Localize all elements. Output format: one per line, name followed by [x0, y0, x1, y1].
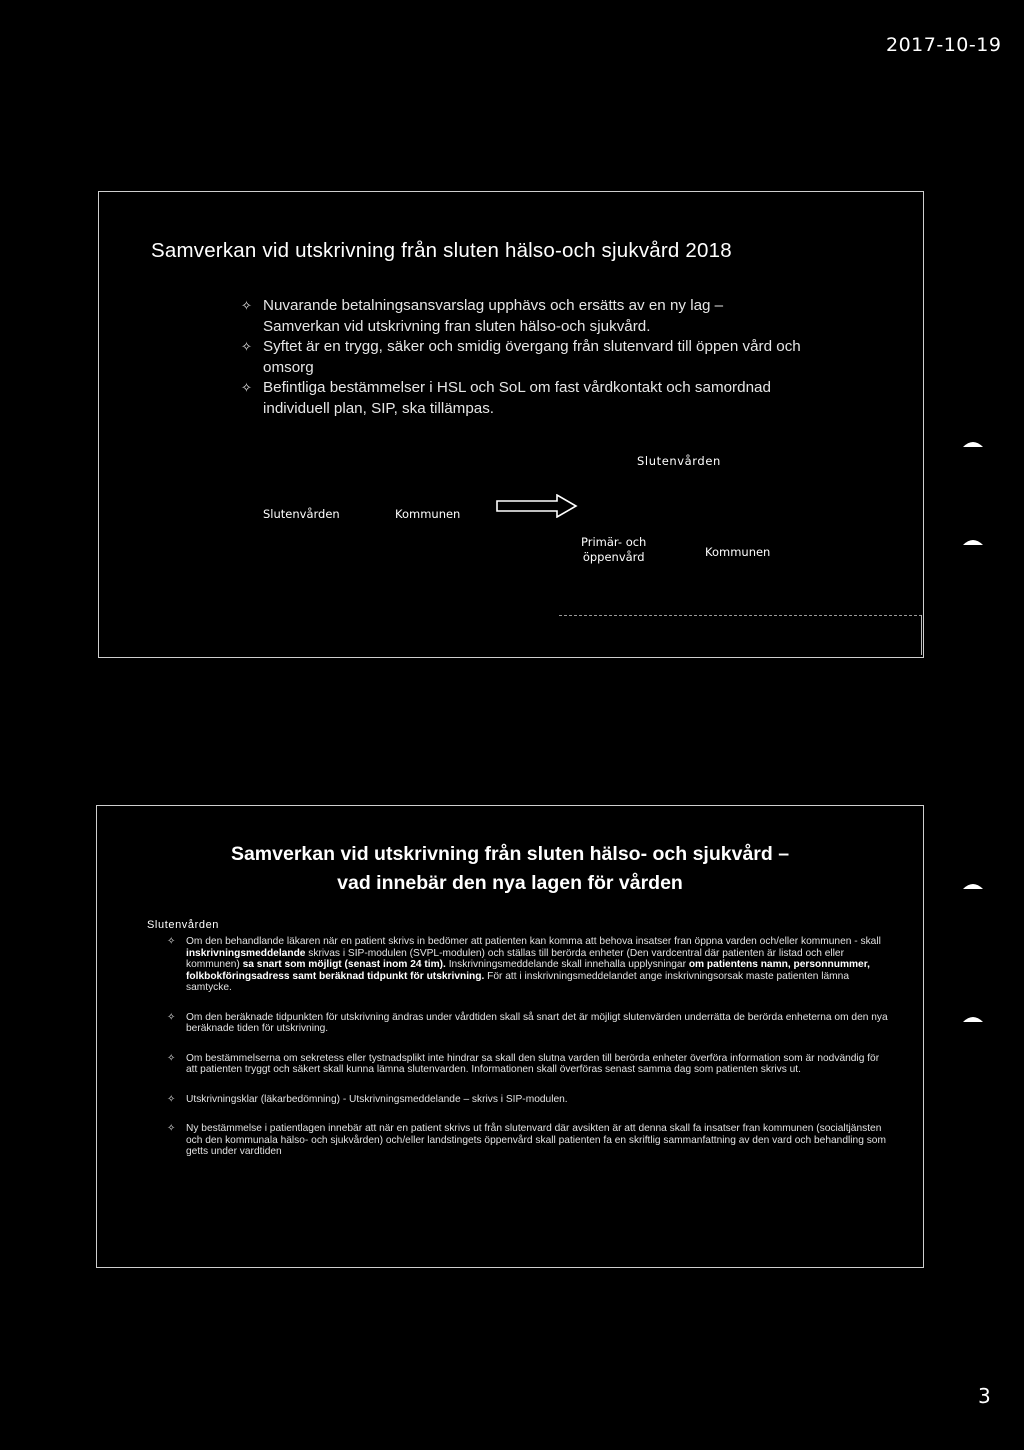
- divider: [921, 615, 922, 655]
- diamond-bullet-icon: ✧: [167, 1011, 176, 1023]
- diamond-bullet-icon: ✧: [167, 1093, 176, 1105]
- margin-mark-icon: [962, 538, 984, 546]
- divider: [559, 615, 922, 616]
- margin-mark-icon: [962, 882, 984, 890]
- diagram-label-kommunen-left: Kommunen: [395, 507, 461, 521]
- list-item: ✧ Ny bestämmelse i patientlagen innebär att när en patient skrivs ut från slutenvard där avsikten är att denna skall fa insatser fran kommunen (socialtjänsten och den kommunala hälso- och sjukvården) och/eller landstingets öppenvård skall patienten fa en skriftlig sammanfattning av den vard och behandling som getts under vardtiden: [167, 1123, 886, 1157]
- list-item: ✧ Syftet är en trygg, säker och smidig övergang från slutenvard till öppen vård och omsorg: [241, 338, 801, 376]
- diamond-bullet-icon: ✧: [241, 380, 252, 395]
- diamond-bullet-icon: ✧: [167, 936, 176, 947]
- slide-2-bullet-list: [167, 936, 889, 1176]
- margin-mark-icon: [962, 440, 984, 448]
- list-item: ✧ Om bestämmelserna om sekretess eller tystnadsplikt inte hindrar sa skall den slutna varden till berörda enheter överföra information som är nodvändig för att patienten tryggt och säkert skall kunna lämna slutenvarden. Informationen skall överföras senast samma dag som patienten skrivs ut.: [167, 1052, 880, 1075]
- diamond-bullet-icon: ✧: [167, 1123, 176, 1134]
- diamond-bullet-icon: ✧: [241, 298, 252, 313]
- diamond-bullet-icon: ✧: [167, 1052, 176, 1064]
- list-item: ✧ Nuvarande betalningsansvarslag upphävs och ersätts av en ny lag – Samverkan vid utskrivning fran sluten hälso-och sjukvård.: [241, 297, 724, 335]
- diagram-label-kommunen-right: Kommunen: [705, 545, 771, 559]
- slide-1-bullet-list: [241, 296, 801, 419]
- list-item: ✧ Om den behandlande läkaren när en patient skrivs in bedömer att patienten kan komma att behova insatser fran öppna varden och/eller kommunen - skall inskrivningsmeddelande skrivas i SIP-modulen (SVPL-modulen) och ställas till berörda enheter (Den vardcentral där patienten är listad och eller kommunen) sa snart som möjligt (senast inom 24 tim). Inskrivningsmeddelande skall innehalla upplysningar om patientens namn, personnummer, folkbokföringsadress samt beräknad tidpunkt för utskrivning. För att i inskrivningsmeddelandet ange inskrivningsorsak maste patienten lämna samtycke.: [167, 936, 881, 993]
- right-arrow-icon: [495, 494, 579, 518]
- list-item: ✧ Om den beräknade tidpunkten för utskrivning ändras under vårdtiden skall så snart det är möjligt slutenvärden underrätta de berörda enheterna om den nya beräknade tiden för utskrivning.: [167, 1011, 888, 1034]
- diagram-label-slutenvarden-left: Slutenvården: [263, 507, 340, 521]
- diagram-label-primar-oppenvard: Primär- och öppenvård: [581, 535, 647, 564]
- list-item: ✧ Befintliga bestämmelser i HSL och SoL om fast vårdkontakt och samordnad individuell plan, SIP, ska tillämpas.: [241, 379, 771, 417]
- header-date: 2017-10-19: [886, 34, 1002, 56]
- slide-2: [96, 805, 924, 1268]
- page-number: 3: [978, 1384, 991, 1408]
- section-label: Slutenvården: [147, 919, 220, 931]
- margin-mark-icon: [962, 1015, 984, 1023]
- slide-2-title: Samverkan vid utskrivning från sluten hälso- och sjukvård – vad innebär den nya lagen för vården: [230, 843, 790, 894]
- list-item: ✧ Utskrivningsklar (läkarbedömning) - Utskrivningsmeddelande – skrivs i SIP-modulen.: [167, 1093, 568, 1105]
- slide-1-title: Samverkan vid utskrivning från sluten hälso-och sjukvård 2018: [151, 239, 732, 262]
- diagram-label-slutenvarden-top: Slutenvården: [637, 454, 721, 468]
- diamond-bullet-icon: ✧: [241, 339, 252, 354]
- slide-1: [98, 191, 924, 658]
